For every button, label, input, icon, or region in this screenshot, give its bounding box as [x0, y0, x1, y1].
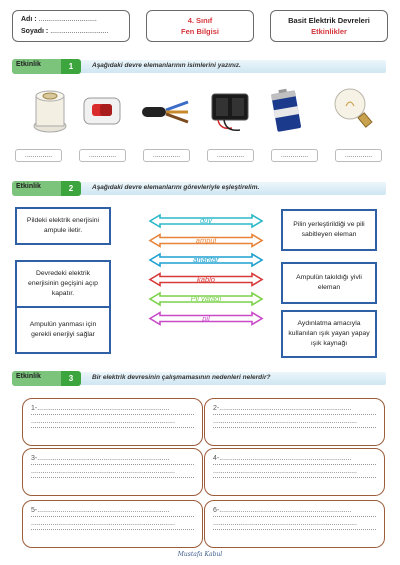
match-text: Pilin yerleştirildiği ve pili sabitleyen eleman — [293, 221, 365, 238]
answer-blank-1[interactable]: .............. — [15, 149, 62, 162]
answer-box-6[interactable] — [204, 500, 385, 548]
activity-number: 2 — [61, 181, 81, 196]
activity-3-badge — [12, 371, 82, 386]
answer-box-1[interactable] — [22, 398, 203, 446]
match-text: Aydınlatma amacıyla kullanılan ışık yayan yapay ışık kaynağı — [288, 320, 370, 347]
grade-label: 4. Sınıf — [187, 16, 213, 25]
answer-blank-6[interactable]: .............. — [335, 149, 382, 162]
arrow-label[interactable]: Pil yatağı — [190, 294, 222, 303]
name-field[interactable]: .............................. — [38, 16, 97, 23]
answer-box-4[interactable] — [204, 448, 385, 496]
activity-label: Etkinlik — [16, 373, 41, 380]
arrow-label[interactable]: kablo — [197, 274, 215, 284]
answer-box-3[interactable] — [22, 448, 203, 496]
activity-3-bar — [14, 372, 386, 385]
answer-line: .......................................................................... — [213, 520, 376, 530]
activity-instruction: Bir elektrik devresinin çalışmamasının nedenleri nelerdir? — [92, 374, 271, 381]
answer-line: 1-.................................................................... — [31, 405, 194, 415]
answer-blank-4[interactable]: .............. — [207, 149, 254, 162]
arrow-label[interactable]: pil — [202, 313, 210, 323]
answer-blank-2[interactable]: .............. — [79, 149, 126, 162]
activity-instruction: Aşağıdaki devre elemanlarının isimlerini yazınız. — [92, 62, 241, 69]
answer-line: .......................................................................... — [31, 520, 194, 530]
surname-label: Soyadı : — [21, 28, 49, 35]
activity-label: Etkinlik — [16, 183, 41, 190]
answer-line: 6-.................................................................... — [213, 507, 376, 517]
author-signature: Mustafa Kabul — [177, 551, 223, 558]
topic-title: Basit Elektrik Devreleri — [288, 16, 370, 25]
answer-line: 4-.................................................................... — [213, 455, 376, 465]
answer-line: .......................................................................... — [213, 418, 376, 428]
answer-line: 3-.................................................................... — [31, 455, 194, 465]
answer-line: 2-.................................................................... — [213, 405, 376, 415]
arrow-label[interactable]: anahtar — [193, 255, 219, 264]
answer-line: .......................................................................... — [31, 418, 194, 428]
answer-blank-3[interactable]: .............. — [143, 149, 190, 162]
topic-subtitle: Etkinlikler — [311, 27, 347, 36]
surname-field[interactable]: .............................. — [50, 28, 109, 35]
arrow-label[interactable]: ampul — [195, 235, 217, 245]
answer-line: .......................................................................... — [31, 468, 194, 478]
activity-number: 3 — [61, 371, 81, 386]
answer-line: .......................................................................... — [213, 468, 376, 478]
subject-label: Fen Bilgisi — [181, 27, 219, 36]
answer-box-5[interactable] — [22, 500, 203, 548]
match-text: Ampulün takıldığı yivli eleman — [296, 274, 362, 291]
activity-instruction: Aşağıdaki devre elemanlarını görevleriyle eşleştirelim. — [92, 184, 260, 191]
answer-line: 5-.................................................................... — [31, 507, 194, 517]
match-text: Ampulün yanması için gerekli enerjiyi sağlar — [29, 321, 97, 338]
activity-label: Etkinlik — [16, 61, 41, 68]
arrow-label[interactable]: duy — [199, 216, 213, 225]
answer-blank-5[interactable]: .............. — [271, 149, 318, 162]
name-label: Adı : — [21, 16, 37, 23]
activity-number: 1 — [61, 59, 81, 74]
match-text: Pildeki elektrik enerjisini ampule iletir. — [26, 217, 100, 234]
match-text: Devredeki elektrik enerjisinin geçişini açıp kapatır. — [28, 270, 98, 297]
answer-box-2[interactable] — [204, 398, 385, 446]
